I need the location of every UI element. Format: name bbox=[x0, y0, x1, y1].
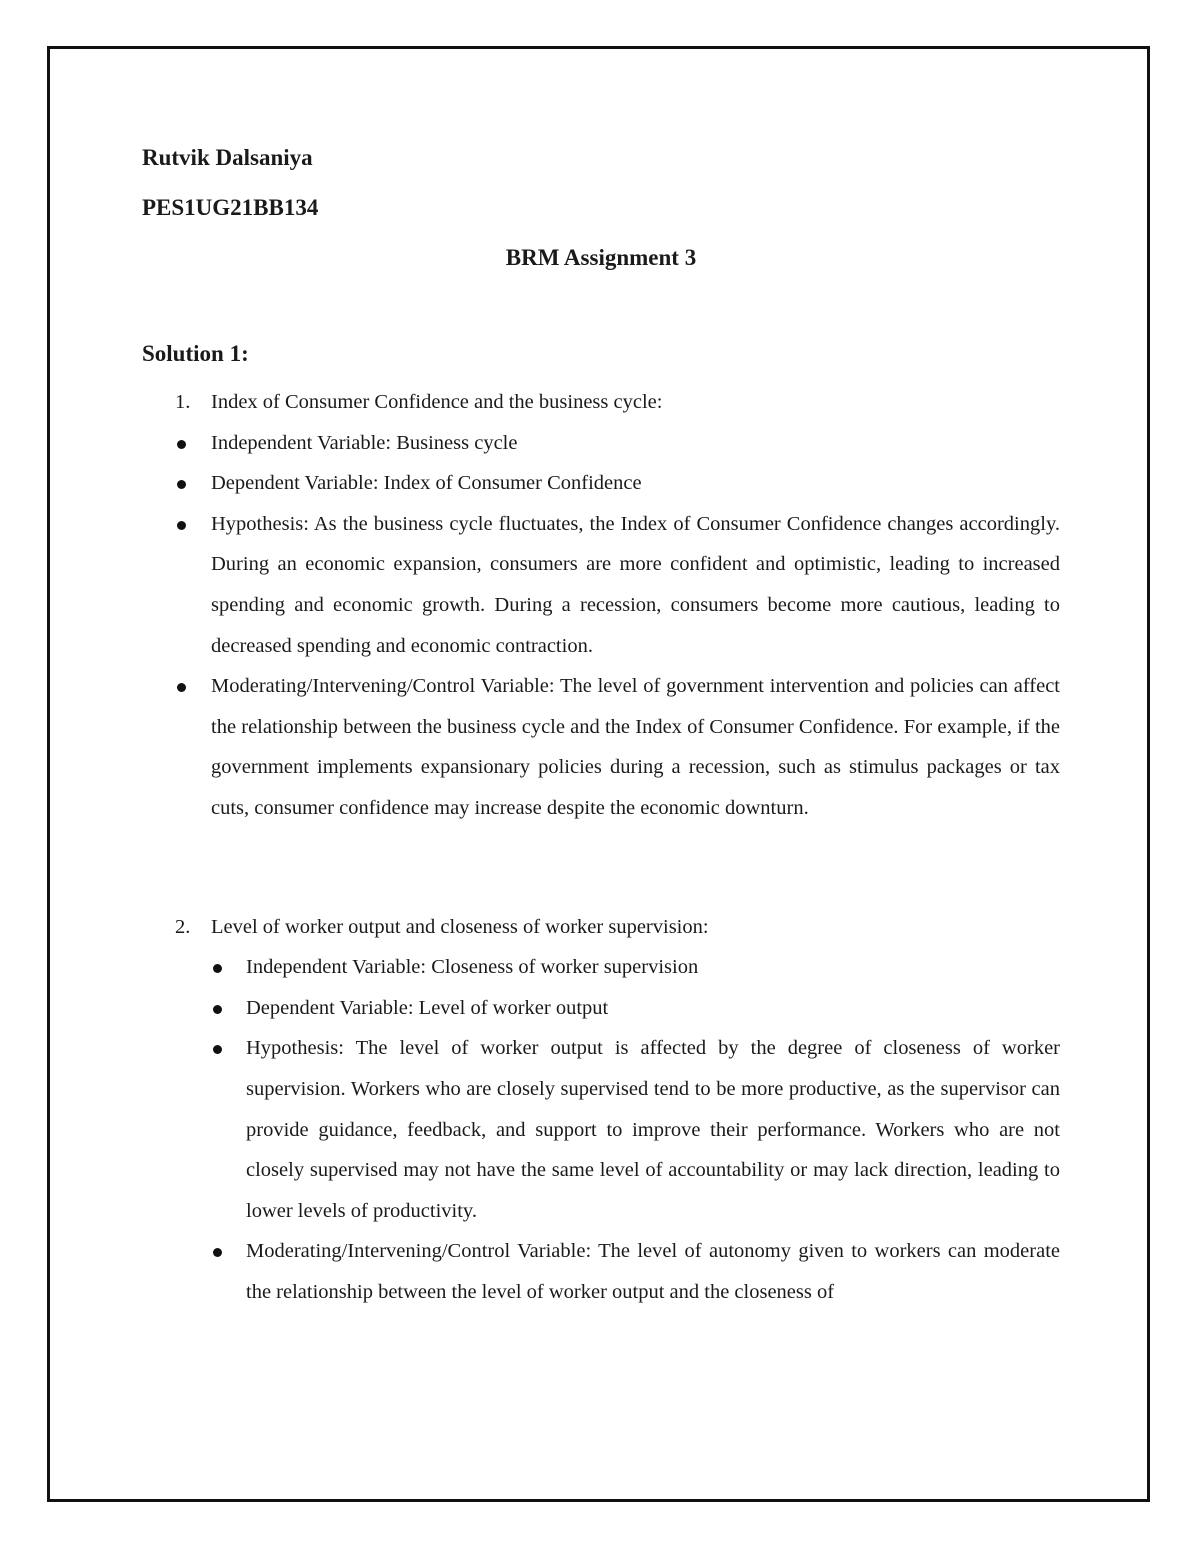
list-item bbox=[142, 988, 1060, 1029]
list-item-text: Dependent Variable: Level of worker output bbox=[246, 996, 609, 1019]
question-number: 1. bbox=[175, 391, 191, 413]
document-title: BRM Assignment 3 bbox=[505, 245, 697, 270]
list-item-text: Moderating/Intervening/Control Variable: The level of autonomy given to workers can moderate the relationship between the level of worker output and the closeness of bbox=[246, 1240, 1060, 1303]
roll-number: PES1UG21BB134 bbox=[142, 195, 319, 220]
question-title bbox=[142, 907, 1060, 948]
document-content bbox=[142, 140, 1060, 1312]
list-item bbox=[142, 504, 1060, 666]
question-title bbox=[142, 382, 1060, 423]
bullet-icon bbox=[177, 683, 186, 692]
bullet-icon bbox=[177, 440, 186, 449]
question-block-2 bbox=[142, 907, 1060, 1313]
list-item bbox=[142, 1231, 1060, 1312]
question-block-1 bbox=[142, 382, 1060, 829]
bullet-icon bbox=[177, 521, 186, 530]
question-title-text: Index of Consumer Confidence and the business cycle: bbox=[211, 391, 663, 413]
list-item-text: Dependent Variable: Index of Consumer Confidence bbox=[211, 472, 642, 495]
author-name: Rutvik Dalsaniya bbox=[142, 145, 313, 170]
list-item bbox=[142, 423, 1060, 464]
bullet-icon bbox=[213, 1005, 222, 1014]
list-item-text: Hypothesis: The level of worker output is affected by the degree of closeness of worker supervision. Workers who are closely supervised tend to be more productive, as the supervisor can provide guidance, feedback, and support to improve their performance. Workers who are not closely supervised may not have the same level of accountability or may lack direction, leading to lower levels of productivity. bbox=[246, 1037, 1060, 1222]
list-item-text: Hypothesis: As the business cycle fluctuates, the Index of Consumer Confidence changes accordingly. During an economic expansion, consumers are more confident and optimistic, leading to increased spending and economic growth. During a recession, consumers become more cautious, leading to decreased spending and economic contraction. bbox=[211, 512, 1060, 657]
bullet-icon bbox=[177, 480, 186, 489]
solution-heading: Solution 1: bbox=[142, 341, 249, 366]
list-item bbox=[142, 947, 1060, 988]
list-item-text: Independent Variable: Business cycle bbox=[211, 431, 518, 454]
list-item-text: Independent Variable: Closeness of worker supervision bbox=[246, 956, 699, 979]
question-number: 2. bbox=[175, 915, 191, 938]
bullet-icon bbox=[213, 1045, 222, 1054]
list-item bbox=[142, 666, 1060, 828]
list-item-text: Moderating/Intervening/Control Variable: The level of government intervention and policies can affect the relationship between the business cycle and the Index of Consumer Confidence. For example, if the government implements expansionary policies during a recession, such as stimulus packages or tax cuts, consumer confidence may increase despite the economic downturn. bbox=[211, 675, 1060, 819]
list-item bbox=[142, 1028, 1060, 1231]
question-title-text: Level of worker output and closeness of worker supervision: bbox=[211, 915, 709, 938]
bullet-icon bbox=[213, 1248, 222, 1257]
list-item bbox=[142, 463, 1060, 504]
bullet-icon bbox=[213, 964, 222, 973]
